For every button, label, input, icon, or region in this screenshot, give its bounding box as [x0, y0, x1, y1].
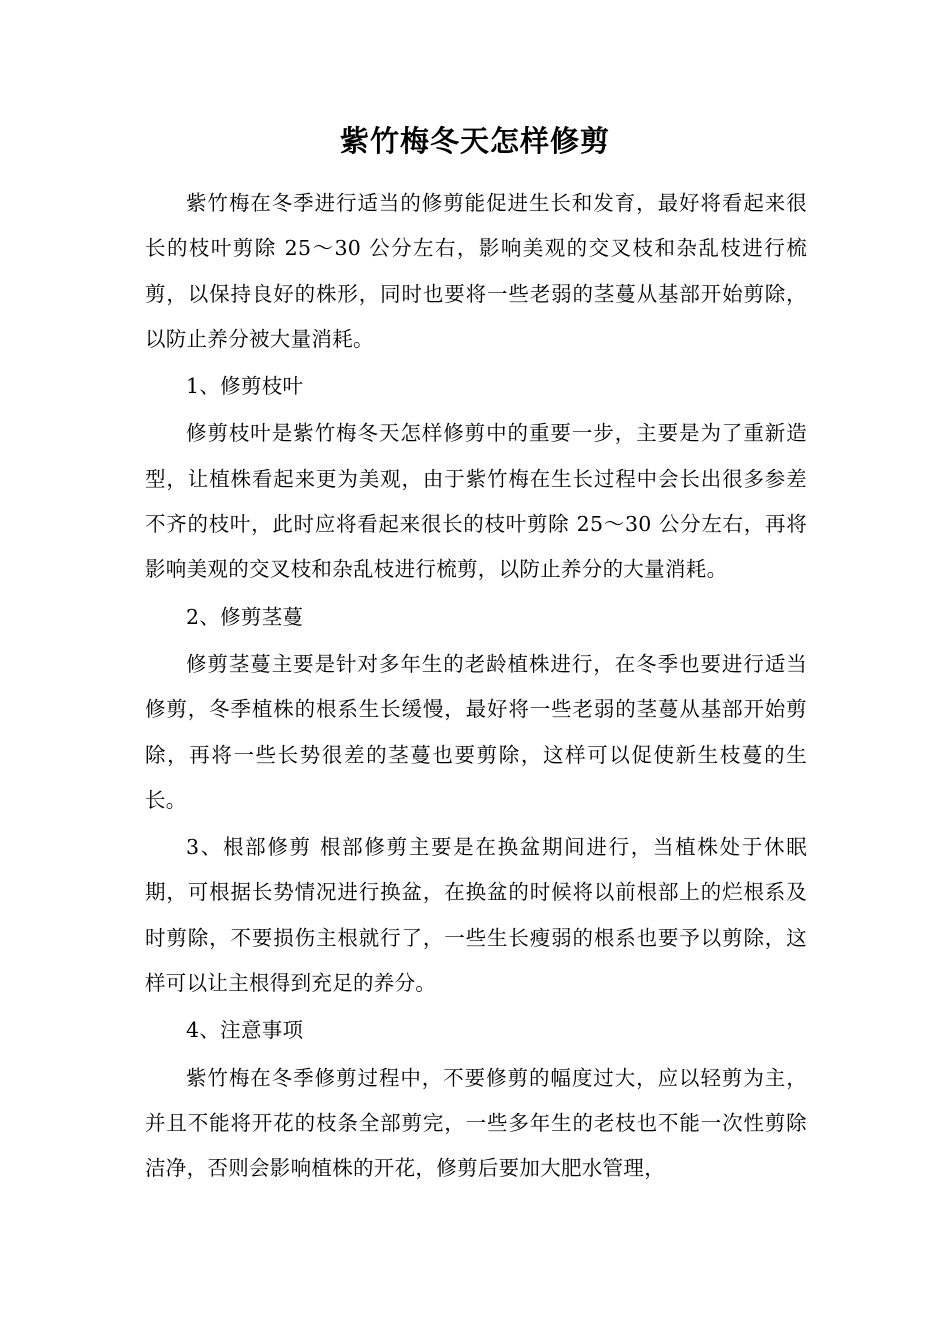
paragraph-prune-leaves: 修剪枝叶是紫竹梅冬天怎样修剪中的重要一步，主要是为了重新造型，让植株看起来更为美观，由于紫竹梅在生长过程中会长出很多参差不齐的枝叶，此时应将看起来很长的枝叶剪除 25～30 公分左右，再将影响美观的交叉枝和杂乱枝进行梳剪，以防止养分的大量消耗。: [145, 421, 807, 582]
paragraph-intro: 紫竹梅在冬季进行适当的修剪能促进生长和发育，最好将看起来很长的枝叶剪除 25～30 公分左右，影响美观的交叉枝和杂乱枝进行梳剪，以保持良好的株形，同时也要将一些老弱的茎蔓从基部开始剪除，以防止养分被大量消耗。: [145, 191, 807, 351]
section-heading-prune-stems: 2、修剪茎蔓: [186, 604, 304, 629]
paragraph-prune-stems: 修剪茎蔓主要是针对多年生的老龄植株进行，在冬季也要进行适当修剪，冬季植株的根系生长缓慢，最好将一些老弱的茎蔓从基部开始剪除，再将一些长势很差的茎蔓也要剪除，这样可以促使新生枝蔓的生长。: [145, 651, 807, 812]
paragraph-notes: 紫竹梅在冬季修剪过程中，不要修剪的幅度过大，应以轻剪为主，并且不能将开花的枝条全部剪完，一些多年生的老枝也不能一次性剪除洁净，否则会影响植株的开花，修剪后要加大肥水管理，: [145, 1065, 807, 1181]
section-heading-notes: 4、注意事项: [186, 1018, 304, 1043]
document-title: 紫竹梅冬天怎样修剪: [339, 124, 610, 158]
document-body: [145, 181, 807, 1194]
section-heading-prune-leaves: 1、修剪枝叶: [186, 374, 304, 399]
paragraph-prune-roots: 3、根部修剪 根部修剪主要是在换盆期间进行，当植株处于休眠期，可根据长势情况进行换盆，在换盆的时候将以前根部上的烂根系及时剪除，不要损伤主根就行了，一些生长瘦弱的根系也要予以剪除，这样可以让主根得到充足的养分。: [145, 835, 807, 996]
